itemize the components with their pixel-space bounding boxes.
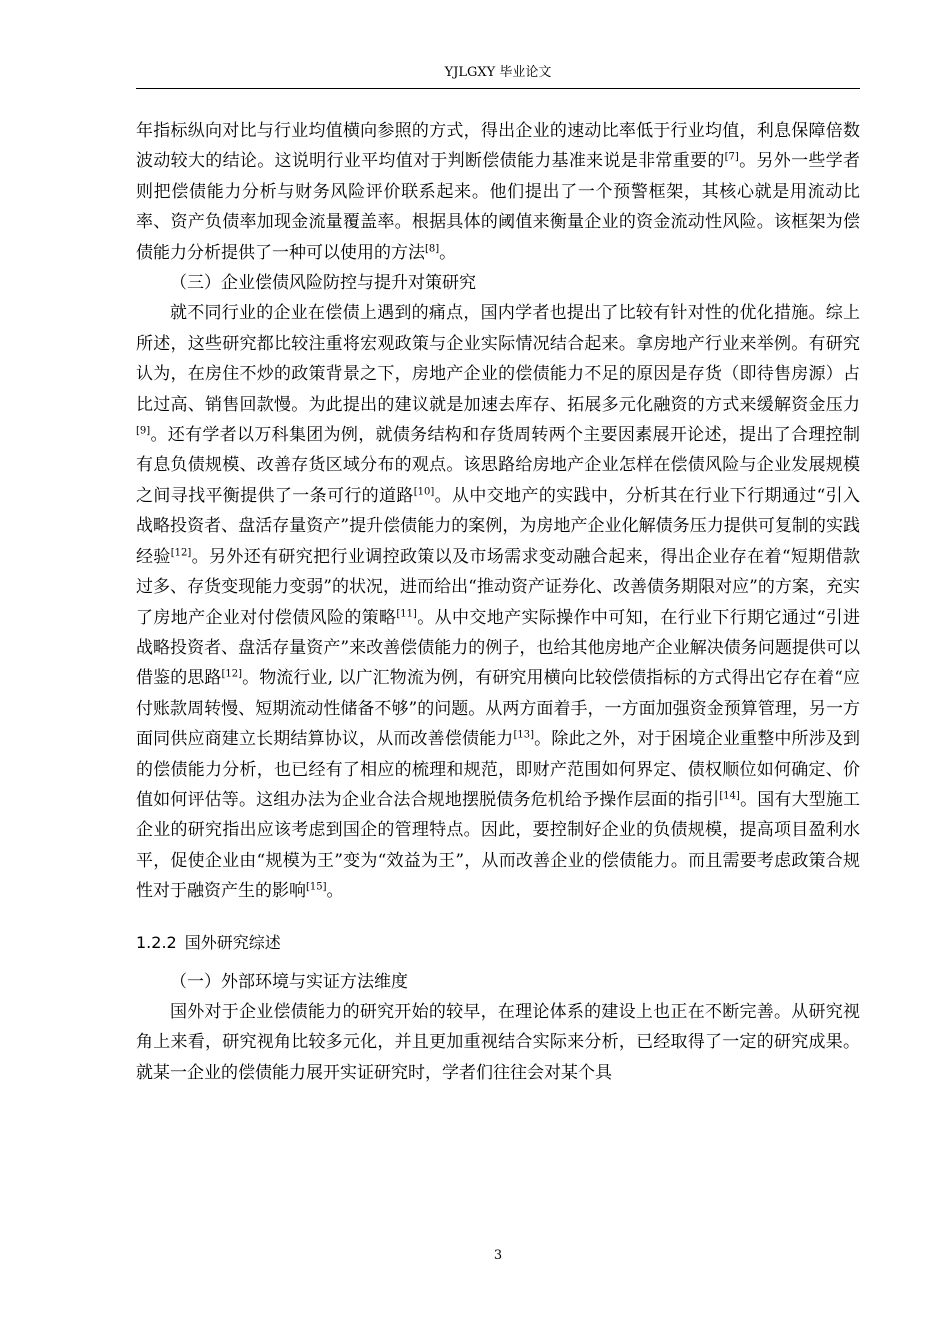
citation: [12]	[221, 668, 243, 680]
paragraph-foreign-research: 国外对于企业偿债能力的研究开始的较早，在理论体系的建设上也正在不断完善。从研究视角上来看，研究视角比较多元化，并且更加重视结合实际来分析，已经取得了一定的研究成果。就某一企业的偿债能力展开实证研究时，学者们往往会对某个具	[136, 1001, 860, 1083]
paragraph-continued: 年指标纵向对比与行业均值横向参照的方式，得出企业的速动比率低于行业均值，利息保障倍数波动较大的结论。这说明行业平均值对于判断偿债能力基准来说是非常重要的[7]。另外一些学者则把偿债能力分析与财务风险评价联系起来。他们提出了一个预警框架，其核心就是用流动比率、资产负债率加现金流量覆盖率。根据具体的阈值来衡量企业的资金流动性风险。该框架为偿债能力分析提供了一种可以使用的方法[8]。	[136, 121, 861, 263]
body-text	[136, 116, 860, 1088]
citation: [14]	[719, 790, 740, 802]
page-number: 3	[493, 1248, 503, 1263]
running-header: YJLGXY 毕业论文	[444, 65, 552, 80]
subsection-heading: （一）外部环境与实证方法维度	[170, 971, 408, 992]
citation: [10]	[413, 486, 435, 498]
citation: [7]	[724, 151, 739, 163]
citation: [12]	[170, 547, 192, 559]
citation: [8]	[425, 242, 440, 254]
citation: [9]	[136, 425, 151, 437]
header-rule	[136, 88, 860, 89]
subsection-heading: （三）企业偿债风险防控与提升对策研究	[170, 273, 476, 294]
citation: [13]	[513, 729, 535, 741]
citation: [15]	[306, 881, 327, 893]
section-title: 国外研究综述	[184, 932, 281, 952]
paragraph-countermeasures: 就不同行业的企业在偿债上遇到的痛点，国内学者也提出了比较有针对性的优化措施。综上所述，这些研究都比较注重将宏观政策与企业实际情况结合起来。拿房地产行业来举例。有研究认为，在房住不炒的政策背景之下，房地产企业的偿债能力不足的原因是存货（即待售房源）占比过高、销售回款慢。为此提出的建议就是加速去库存、拓展多元化融资的方式来缓解资金压力[9]。还有学者以万科集团为例，就债务结构和存货周转两个主要因素展开论述，提出了合理控制有息负债规模、改善存货区域分布的观点。该思路给房地产企业怎样在偿债风险与企业发展规模之间寻找平衡提供了一条可行的道路[10]。从中交地产的实践中，分析其在行业下行期通过“引入战略投资者、盘活存量资产”提升偿债能力的案例，为房地产企业化解债务压力提供可复制的实践经验[12]。另外还有研究把行业调控政策以及市场需求变动融合起来，得出企业存在着“短期借款过多、存货变现能力变弱”的状况，进而给出“推动资产证券化、改善债务期限对应”的方案，充实了房地产企业对付偿债风险的策略[11]。从中交地产实际操作中可知，在行业下行期它通过“引进战略投资者、盘活存量资产”来改善偿债能力的例子，也给其他房地产企业解决债务问题提供可以借鉴的思路[12]。物流行业, 以广汇物流为例，有研究用横向比较偿债指标的方式得出它存在着“应付账款周转慢、短期流动性储备不够”的问题。从两方面着手，一方面加强资金预算管理，另一方面同供应商建立长期结算协议，从而改善偿债能力[13]。除此之外，对于困境企业重整中所涉及到的偿债能力分析，也已经有了相应的梳理和规范，即财产范围如何界定、债权顺位如何确定、价值如何评估等。这组办法为企业合法合规地摆脱债务危机给予操作层面的指引[14]。国有大型施工企业的研究指出应该考虑到国企的管理特点。因此，要控制好企业的负债规模，提高项目盈利水平，促使企业由“规模为王”变为“效益为王”，从而改善企业的偿债能力。而且需要考虑政策合规性对于融资产生的影响[15]。	[136, 303, 861, 902]
citation: [11]	[396, 607, 417, 619]
section-number: 1.2.2	[136, 932, 177, 952]
section-heading	[136, 929, 860, 957]
